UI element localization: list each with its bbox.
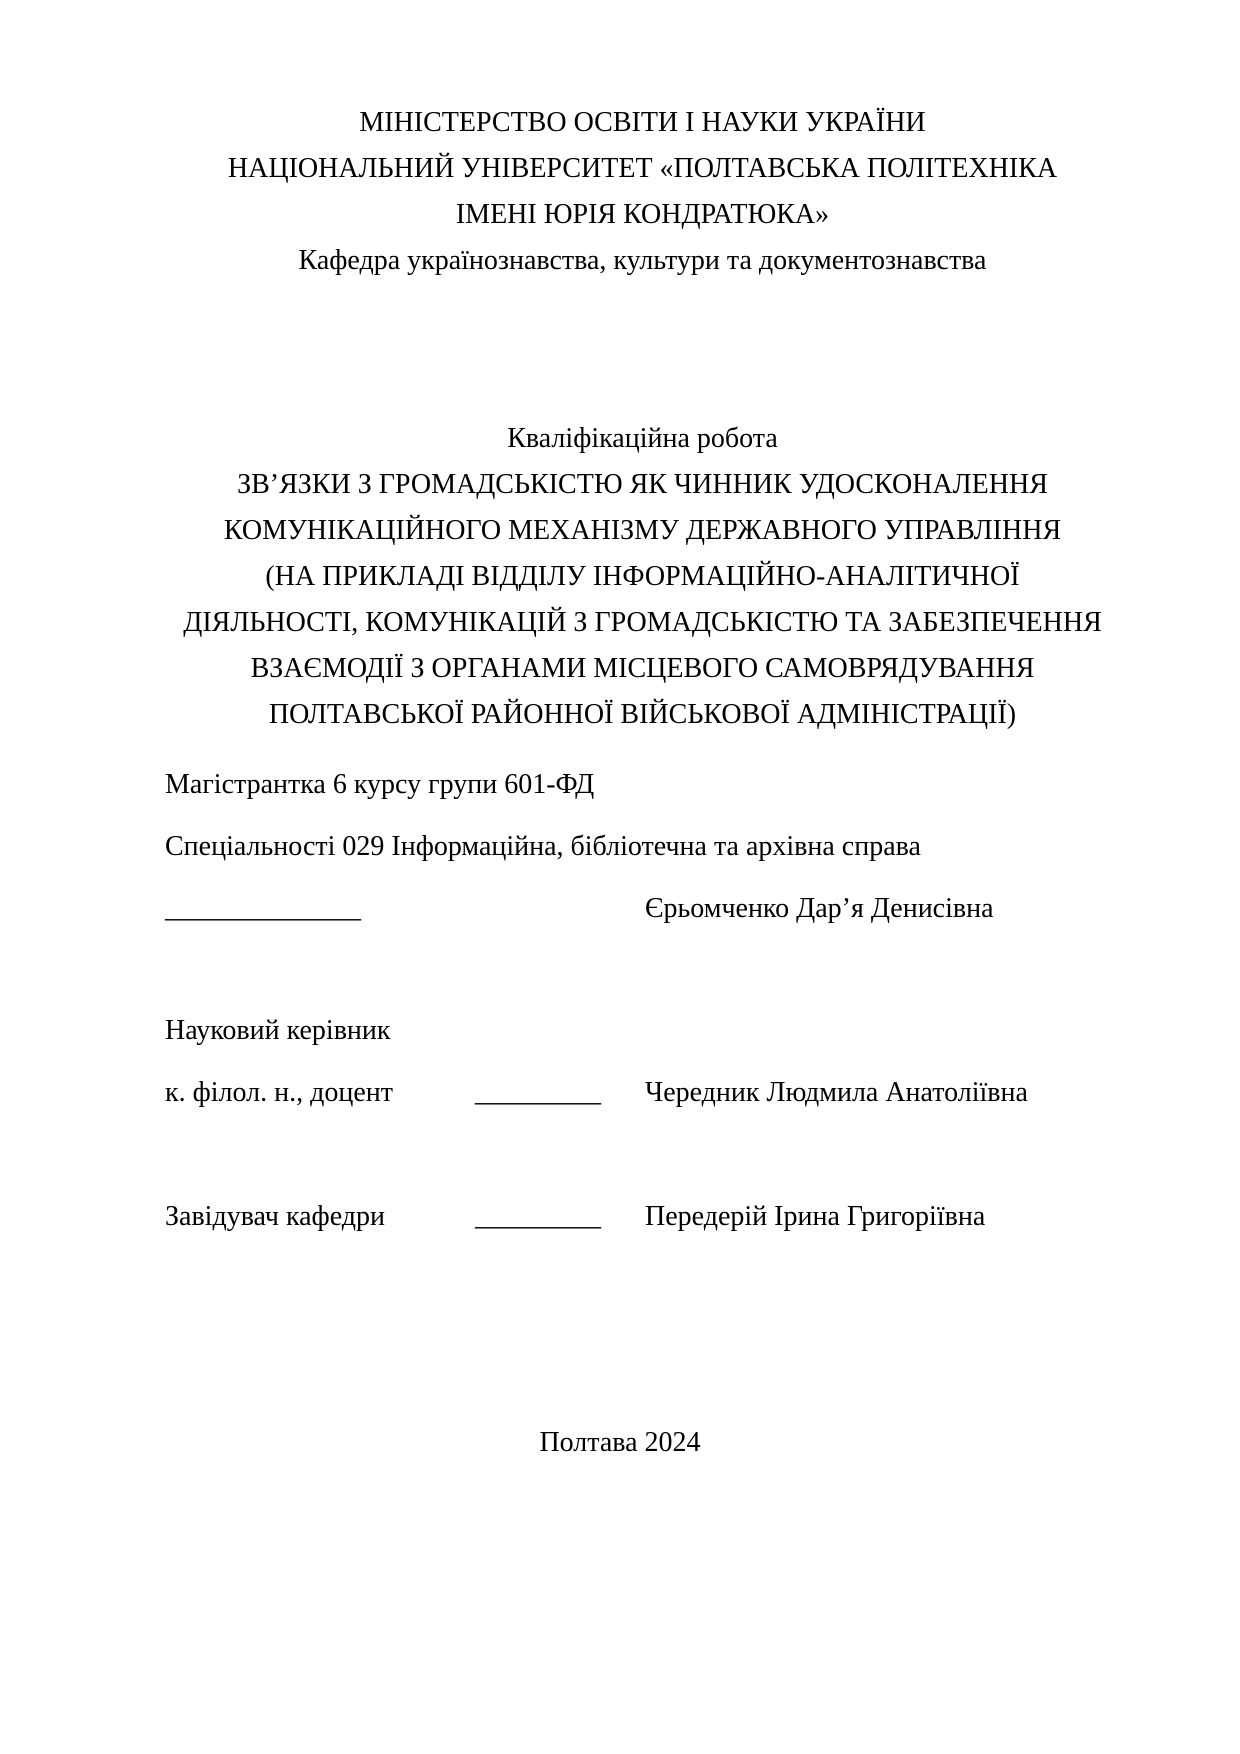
university-line-2: ІМЕНІ ЮРІЯ КОНДРАТЮКА» [455,199,830,230]
supervisor-signature-line: _________ [475,1077,601,1108]
student-course-line: Магістрантка 6 курсу групи 601-ФД [165,769,595,800]
work-title-line: (НА ПРИКЛАДІ ВІДДІЛУ ІНФОРМАЦІЙНО-АНАЛІТИЧНОЇ [265,561,1020,592]
student-signature-row [165,886,1120,932]
supervisor-name: Чередник Людмила Анатоліївна [645,1077,1028,1108]
work-title-line: ЗВ’ЯЗКИ З ГРОМАДСЬКІСТЮ ЯК ЧИННИК УДОСКОНАЛЕННЯ [237,469,1048,500]
supervisor-heading: Науковий керівник [165,1015,391,1046]
work-type: Кваліфікаційна робота [507,423,778,454]
work-title-line: ДІЯЛЬНОСТІ, КОМУНІКАЦІЙ З ГРОМАДСЬКІСТЮ ТА ЗАБЕЗПЕЧЕННЯ [183,607,1102,638]
department-line: Кафедра українознавства, культури та документознавства [298,245,987,276]
work-title-line: ПОЛТАВСЬКОЇ РАЙОННОЇ ВІЙСЬКОВОЇ АДМІНІСТРАЦІЇ) [268,699,1017,730]
work-title-line: КОМУНІКАЦІЙНОГО МЕХАНІЗМУ ДЕРЖАВНОГО УПРАВЛІННЯ [223,515,1062,546]
student-name: Єрьомченко Дар’я Денисівна [645,893,994,924]
university-line-1: НАЦІОНАЛЬНИЙ УНІВЕРСИТЕТ «ПОЛТАВСЬКА ПОЛІТЕХНІКА [227,153,1058,184]
work-title-block [165,416,1120,738]
head-of-department-label: Завідувач кафедри [165,1201,385,1232]
student-block [165,762,1120,932]
supervisor-signature-row [165,1070,1120,1116]
ministry-line: МІНІСТЕРСТВО ОСВІТИ І НАУКИ УКРАЇНИ [359,107,926,138]
work-title-line: ВЗАЄМОДІЇ З ОРГАНАМИ МІСЦЕВОГО САМОВРЯДУВАННЯ [250,653,1035,684]
city-year-line: Полтава 2024 [539,1427,701,1458]
supervisor-block [165,1008,1120,1116]
head-of-department-name: Передерій Ірина Григоріївна [645,1201,986,1232]
supervisor-degree: к. філол. н., доцент [165,1077,393,1108]
student-signature-line: ______________ [165,893,361,924]
head-of-department-row [165,1194,1120,1240]
document-header [165,100,1120,284]
head-signature-line: _________ [475,1201,601,1232]
student-specialty-line: Спеціальності 029 Інформаційна, бібліотечна та архівна справа [165,831,921,862]
